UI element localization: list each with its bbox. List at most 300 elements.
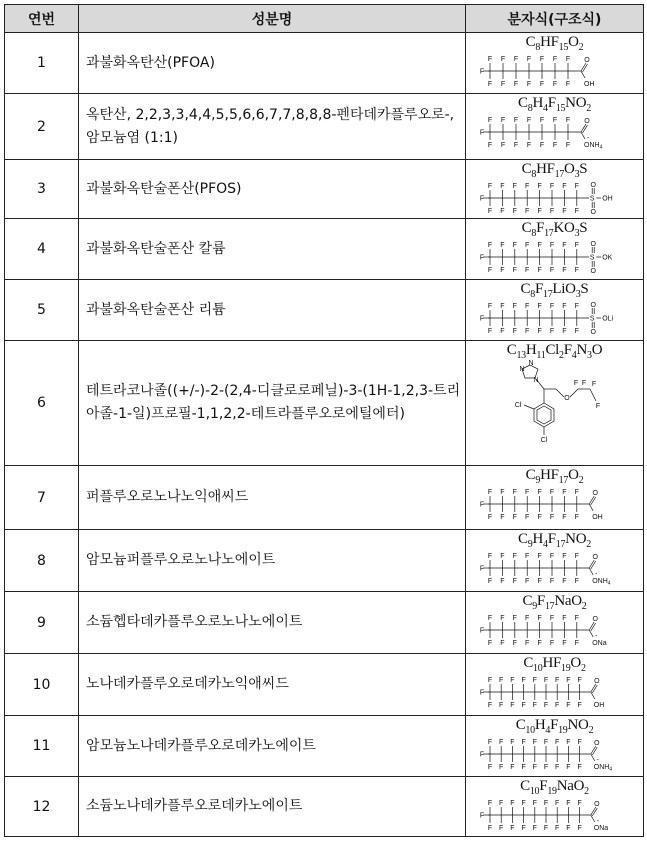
fluorine-label: F <box>487 553 492 560</box>
fluorine-label: F <box>539 81 544 88</box>
fluorine-label: F <box>509 764 515 771</box>
molecular-formula: $C_8HF_{15}O_2$ <box>525 34 584 53</box>
fluorine-label: F <box>498 677 503 684</box>
fluorine-label: F <box>554 702 559 709</box>
molecular-formula: $C_8H_4F_{15}NO_2$ <box>518 95 591 114</box>
oxygen-label: O <box>593 678 600 685</box>
row-number: 10 <box>5 654 79 716</box>
fluorine-label: F <box>479 254 484 262</box>
fluorine-label: F <box>576 800 582 807</box>
fluorine-label: F <box>561 489 567 496</box>
molecular-formula: $C_{13}H_{11}Cl_2F_4N_3O$ <box>506 342 603 361</box>
charge-label: - <box>594 571 597 578</box>
fluorine-label: F <box>561 328 567 335</box>
molecular-formula: $C_9F_{17}NaO_2$ <box>522 593 587 612</box>
fluorine-label: F <box>576 702 582 709</box>
fluorine-label: F <box>565 825 571 832</box>
fluorine-label: F <box>574 553 579 560</box>
header-formula: 분자식(구조식) <box>466 5 644 33</box>
fluorine-label: F <box>487 81 492 88</box>
end-group-label: $ONH_4$ <box>591 578 611 586</box>
table-row <box>5 530 644 592</box>
fluorine-label: F <box>487 267 492 274</box>
end-group-label: $ONH_4$ <box>583 142 602 150</box>
row-number: 3 <box>5 160 79 219</box>
formula-cell <box>466 33 644 94</box>
substance-name: 과불화옥탄술폰산 칼륨 <box>79 219 466 280</box>
formula-cell <box>466 716 644 777</box>
fluorine-label: F <box>487 578 492 585</box>
fluorine-label: F <box>565 81 570 88</box>
fluorine-label: F <box>499 183 505 190</box>
fluorine-label: F <box>487 677 492 684</box>
fluorine-label: F <box>543 702 548 709</box>
fluorine-label: F <box>536 303 542 310</box>
formula-cell <box>466 341 644 466</box>
nitrogen-label: N <box>518 366 525 373</box>
fluorine-label: F <box>512 553 517 560</box>
fluorine-label: F <box>524 489 529 496</box>
fluorine-label: F <box>487 640 492 647</box>
fluorine-label: F <box>487 489 492 496</box>
fluorine-label: F <box>524 553 529 560</box>
fluorine-label: F <box>536 267 542 274</box>
fluorine-label: F <box>479 812 484 820</box>
fluorine-label: F <box>565 764 571 771</box>
substance-name: 암모늄노나데카플루오로데카노에이트 <box>79 716 466 777</box>
fluorine-label: F <box>561 208 567 215</box>
fluorine-label: F <box>574 267 579 274</box>
fluorine-label: F <box>509 702 515 709</box>
fluorine-label: F <box>565 142 570 149</box>
fluorine-label: F <box>561 303 567 310</box>
structure-diagram-tetraconazole <box>500 359 610 449</box>
row-number: 2 <box>5 94 79 160</box>
fluorine-label: F <box>581 380 586 387</box>
fluorine-label: F <box>479 627 484 635</box>
fluorine-label: F <box>479 565 484 573</box>
formula-cell <box>466 94 644 160</box>
fluorine-label: F <box>512 267 517 274</box>
substance-name: 과불화옥탄산(PFOA) <box>79 33 466 94</box>
fluorine-label: F <box>565 117 570 124</box>
fluorine-label: F <box>561 183 567 190</box>
fluorine-label: F <box>543 677 548 684</box>
fluorine-label: F <box>549 208 554 215</box>
benzene-ring-inner <box>537 406 551 424</box>
fluorine-label: F <box>561 615 567 622</box>
fluorine-label: F <box>479 689 484 697</box>
fluorine-label: F <box>498 800 503 807</box>
fluorine-label: F <box>552 56 557 63</box>
fluorine-label: F <box>536 328 542 335</box>
fluorine-label: F <box>554 800 559 807</box>
oxygen-label: O <box>589 182 596 189</box>
fluorine-label: F <box>552 142 557 149</box>
table-row <box>5 716 644 777</box>
oxygen-label: O <box>589 268 596 275</box>
fluorine-label: F <box>487 615 492 622</box>
fluorine-label: F <box>526 81 531 88</box>
fluorine-label: F <box>574 489 579 496</box>
table-row <box>5 219 644 280</box>
fluorine-label: F <box>574 328 579 335</box>
structure-diagram <box>480 237 630 275</box>
row-number: 5 <box>5 280 79 341</box>
fluorine-label: F <box>499 208 505 215</box>
structure-diagram <box>480 178 630 216</box>
row-number: 12 <box>5 777 79 837</box>
fluorine-label: F <box>549 328 554 335</box>
fluorine-label: F <box>512 615 517 622</box>
formula-cell <box>466 592 644 654</box>
oxygen-label: O <box>591 490 598 497</box>
fluorine-label: F <box>500 142 505 149</box>
fluorine-label: F <box>532 764 537 771</box>
header-no: 연번 <box>5 5 79 33</box>
fluorine-label: F <box>499 553 505 560</box>
fluorine-label: F <box>574 640 579 647</box>
fluorine-label: F <box>532 702 537 709</box>
fluorine-label: F <box>536 208 542 215</box>
fluorine-label: F <box>549 578 554 585</box>
fluorine-label: F <box>543 764 548 771</box>
row-number: 1 <box>5 33 79 94</box>
fluorine-label: F <box>536 615 542 622</box>
fluorine-label: F <box>499 640 505 647</box>
fluorine-label: F <box>549 640 554 647</box>
fluorine-label: F <box>532 739 537 746</box>
fluorine-label: F <box>574 514 579 521</box>
fluorine-label: F <box>487 800 492 807</box>
end-group-label: OLi <box>601 315 613 323</box>
structure-diagram <box>480 795 630 833</box>
structure-diagram <box>480 484 630 522</box>
fluorine-label: F <box>479 195 484 203</box>
fluorine-label: F <box>499 578 505 585</box>
fluorine-label: F <box>499 514 505 521</box>
fluorine-label: F <box>574 183 579 190</box>
fluorine-label: F <box>500 56 505 63</box>
fluorine-label: F <box>499 328 505 335</box>
formula-cell <box>466 219 644 280</box>
fluorine-label: F <box>574 208 579 215</box>
fluorine-label: F <box>549 242 554 249</box>
fluorine-label: F <box>539 117 544 124</box>
fluorine-label: F <box>509 677 515 684</box>
fluorine-label: F <box>539 56 544 63</box>
fluorine-label: F <box>487 56 492 63</box>
fluorine-label: F <box>539 142 544 149</box>
fluorine-label: F <box>513 81 518 88</box>
row-number: 9 <box>5 592 79 654</box>
fluorine-label: F <box>509 800 515 807</box>
end-group-label: OK <box>601 254 612 262</box>
end-group-label: OH <box>583 81 594 88</box>
fluorine-label: F <box>487 514 492 521</box>
row-number: 11 <box>5 716 79 777</box>
table-row <box>5 160 644 219</box>
molecular-formula: $C_{10}HF_{19}O_2$ <box>523 655 586 674</box>
fluorine-label: F <box>479 68 484 76</box>
chlorine-label: Cl <box>514 402 521 409</box>
fluorine-label: F <box>536 640 542 647</box>
fluorine-label: F <box>487 142 492 149</box>
fluorine-label: F <box>576 677 582 684</box>
row-number: 7 <box>5 466 79 530</box>
fluorine-label: F <box>487 303 492 310</box>
fluorine-label: F <box>479 751 484 759</box>
fluorine-label: F <box>576 825 582 832</box>
formula-cell <box>466 530 644 592</box>
fluorine-label: F <box>479 129 484 137</box>
fluorine-label: F <box>574 242 579 249</box>
fluorine-label: F <box>549 183 554 190</box>
fluorine-label: F <box>554 677 559 684</box>
table-row <box>5 33 644 94</box>
molecular-formula: $C_9HF_{17}O_2$ <box>525 467 584 486</box>
fluorine-label: F <box>498 764 503 771</box>
end-group-label: OH <box>591 514 603 521</box>
fluorine-label: F <box>574 615 579 622</box>
fluorine-label: F <box>532 800 537 807</box>
fluorine-label: F <box>524 183 529 190</box>
charge-label: - <box>586 135 589 142</box>
fluorine-label: F <box>565 739 571 746</box>
table-row <box>5 777 644 837</box>
fluorine-label: F <box>487 208 492 215</box>
molecular-formula: $C_8F_{17}LiO_3S$ <box>520 281 589 300</box>
fluorine-label: F <box>524 640 529 647</box>
charge-label: - <box>596 818 599 825</box>
fluorine-label: F <box>509 739 515 746</box>
fluorine-label: F <box>565 56 570 63</box>
fluorine-label: F <box>565 800 571 807</box>
nitrogen-label: N <box>532 377 539 384</box>
fluorine-label: F <box>573 380 578 387</box>
table-row <box>5 466 644 530</box>
substance-table <box>4 4 644 837</box>
fluorine-label: F <box>543 825 548 832</box>
fluorine-label: F <box>498 739 503 746</box>
fluorine-label: F <box>498 702 503 709</box>
fluorine-label: F <box>487 702 492 709</box>
end-group-label: OH <box>601 195 613 203</box>
structure-diagram <box>480 51 630 89</box>
oxygen-label: O <box>589 241 596 248</box>
fluorine-label: F <box>561 242 567 249</box>
fluorine-label: F <box>565 677 571 684</box>
molecular-formula: $C_{10}F_{19}NaO_2$ <box>520 778 589 797</box>
fluorine-label: F <box>524 242 529 249</box>
fluorine-label: F <box>500 81 505 88</box>
oxygen-label: O <box>589 209 596 216</box>
fluorine-label: F <box>552 117 557 124</box>
fluorine-label: F <box>512 489 517 496</box>
table-row <box>5 280 644 341</box>
fluorine-label: F <box>536 183 542 190</box>
structure-diagram <box>480 298 630 336</box>
table-row <box>5 341 644 466</box>
fluorine-label: F <box>487 242 492 249</box>
fluorine-label: F <box>520 739 526 746</box>
sulfur-label: S <box>589 195 595 203</box>
fluorine-label: F <box>526 142 531 149</box>
substance-name: 옥탄산, 2,2,3,3,4,4,5,5,6,6,7,7,8,8,8-펜타데카플루오로-, 암모늄염 (1:1) <box>79 94 466 160</box>
fluorine-label: F <box>554 825 559 832</box>
fluorine-label: F <box>524 514 529 521</box>
sulfur-label: S <box>589 254 595 262</box>
fluorine-label: F <box>549 615 554 622</box>
fluorine-label: F <box>524 303 529 310</box>
end-group-label: ONa <box>593 825 608 832</box>
fluorine-label: F <box>536 489 542 496</box>
fluorine-label: F <box>499 489 505 496</box>
row-number: 8 <box>5 530 79 592</box>
substance-name: 암모늄퍼플루오로노나노에이트 <box>79 530 466 592</box>
table-row <box>5 654 644 716</box>
fluorine-label: F <box>513 142 518 149</box>
fluorine-label: F <box>554 739 559 746</box>
fluorine-label: F <box>576 739 582 746</box>
oxygen-label: O <box>583 118 590 125</box>
fluorine-label: F <box>549 303 554 310</box>
fluorine-label: F <box>561 267 567 274</box>
fluorine-label: F <box>574 303 579 310</box>
substance-name: 테트라코나졸((+/-)-2-(2,4-디클로로페닐)-3-(1H-1,2,3-트리아졸-1-일)프로필-1,1,2,2-테트라플루오로에틸에터) <box>79 341 466 466</box>
fluorine-label: F <box>512 640 517 647</box>
fluorine-label: F <box>574 578 579 585</box>
table-row <box>5 94 644 160</box>
fluorine-label: F <box>561 514 567 521</box>
fluorine-label: F <box>520 764 526 771</box>
formula-cell <box>466 466 644 530</box>
fluorine-label: F <box>520 702 526 709</box>
structure-diagram <box>480 548 630 586</box>
chlorine-label: Cl <box>540 437 547 444</box>
molecular-formula: $C_8F_{17}KO_3S$ <box>521 220 588 239</box>
charge-label: - <box>596 757 599 764</box>
substance-name: 퍼플루오로노나노익애씨드 <box>79 466 466 530</box>
fluorine-label: F <box>532 825 537 832</box>
fluorine-label: F <box>499 242 505 249</box>
fluorine-label: F <box>536 242 542 249</box>
fluorine-label: F <box>487 825 492 832</box>
fluorine-label: F <box>499 615 505 622</box>
formula-cell <box>466 777 644 837</box>
fluorine-label: F <box>549 489 554 496</box>
oxygen-label: O <box>563 395 570 402</box>
fluorine-label: F <box>499 303 505 310</box>
fluorine-label: F <box>520 825 526 832</box>
fluorine-label: F <box>526 117 531 124</box>
oxygen-label: O <box>591 616 598 623</box>
end-group-label: ONa <box>591 640 607 647</box>
fluorine-label: F <box>561 553 567 560</box>
fluorine-label: F <box>509 825 515 832</box>
fluorine-label: F <box>549 553 554 560</box>
oxygen-label: O <box>593 801 600 808</box>
fluorine-label: F <box>487 183 492 190</box>
structure-diagram <box>480 610 630 648</box>
fluorine-label: F <box>479 501 484 509</box>
fluorine-label: F <box>499 267 505 274</box>
header-name: 성분명 <box>79 5 466 33</box>
fluorine-label: F <box>549 267 554 274</box>
fluorine-label: F <box>565 702 571 709</box>
fluorine-label: F <box>520 677 526 684</box>
structure-diagram <box>480 112 630 150</box>
substance-name: 과불화옥탄술폰산 리튬 <box>79 280 466 341</box>
fluorine-label: F <box>532 677 537 684</box>
fluorine-label: F <box>524 328 529 335</box>
fluorine-label: F <box>512 242 517 249</box>
fluorine-label: F <box>536 514 542 521</box>
fluorine-label: F <box>520 800 526 807</box>
molecular-formula: $C_9H_4F_{17}NO_2$ <box>518 531 591 550</box>
substance-name: 소듐헵타데카플루오로노나노에이트 <box>79 592 466 654</box>
row-number: 6 <box>5 341 79 466</box>
fluorine-label: F <box>524 578 529 585</box>
end-group-label: $ONH_4$ <box>593 764 612 772</box>
fluorine-label: F <box>595 403 600 410</box>
oxygen-label: O <box>589 302 596 309</box>
fluorine-label: F <box>487 764 492 771</box>
fluorine-label: F <box>487 117 492 124</box>
fluorine-label: F <box>552 81 557 88</box>
fluorine-label: F <box>500 117 505 124</box>
row-number: 4 <box>5 219 79 280</box>
fluorine-label: F <box>524 267 529 274</box>
fluorine-label: F <box>561 578 567 585</box>
structure-diagram <box>480 734 630 772</box>
fluorine-label: F <box>513 56 518 63</box>
formula-cell <box>466 160 644 219</box>
fluorine-label: F <box>591 381 596 388</box>
fluorine-label: F <box>479 315 484 323</box>
molecular-formula: $C_8HF_{17}O_3S$ <box>521 161 588 180</box>
charge-label: - <box>594 633 597 640</box>
fluorine-label: F <box>549 514 554 521</box>
substance-name: 과불화옥탄술폰산(PFOS) <box>79 160 466 219</box>
substance-name: 노나데카플루오로데카노익애씨드 <box>79 654 466 716</box>
fluorine-label: F <box>536 578 542 585</box>
formula-cell <box>466 280 644 341</box>
fluorine-label: F <box>487 328 492 335</box>
fluorine-label: F <box>487 739 492 746</box>
fluorine-label: F <box>512 578 517 585</box>
structure-diagram <box>480 672 630 710</box>
table-header-row <box>5 5 644 33</box>
fluorine-label: F <box>513 117 518 124</box>
substance-name: 소듐노나데카플루오로데카노에이트 <box>79 777 466 837</box>
end-group-label: OH <box>593 702 604 709</box>
oxygen-label: O <box>589 329 596 336</box>
sulfur-label: S <box>589 315 595 323</box>
table-row <box>5 592 644 654</box>
fluorine-label: F <box>576 764 582 771</box>
fluorine-label: F <box>512 208 517 215</box>
oxygen-label: O <box>593 740 600 747</box>
fluorine-label: F <box>512 328 517 335</box>
fluorine-label: F <box>524 615 529 622</box>
fluorine-label: F <box>554 764 559 771</box>
fluorine-label: F <box>526 56 531 63</box>
fluorine-label: F <box>543 800 548 807</box>
oxygen-label: O <box>583 57 590 64</box>
molecular-formula: $C_{10}H_4F_{19}NO_2$ <box>515 717 594 736</box>
formula-cell <box>466 654 644 716</box>
